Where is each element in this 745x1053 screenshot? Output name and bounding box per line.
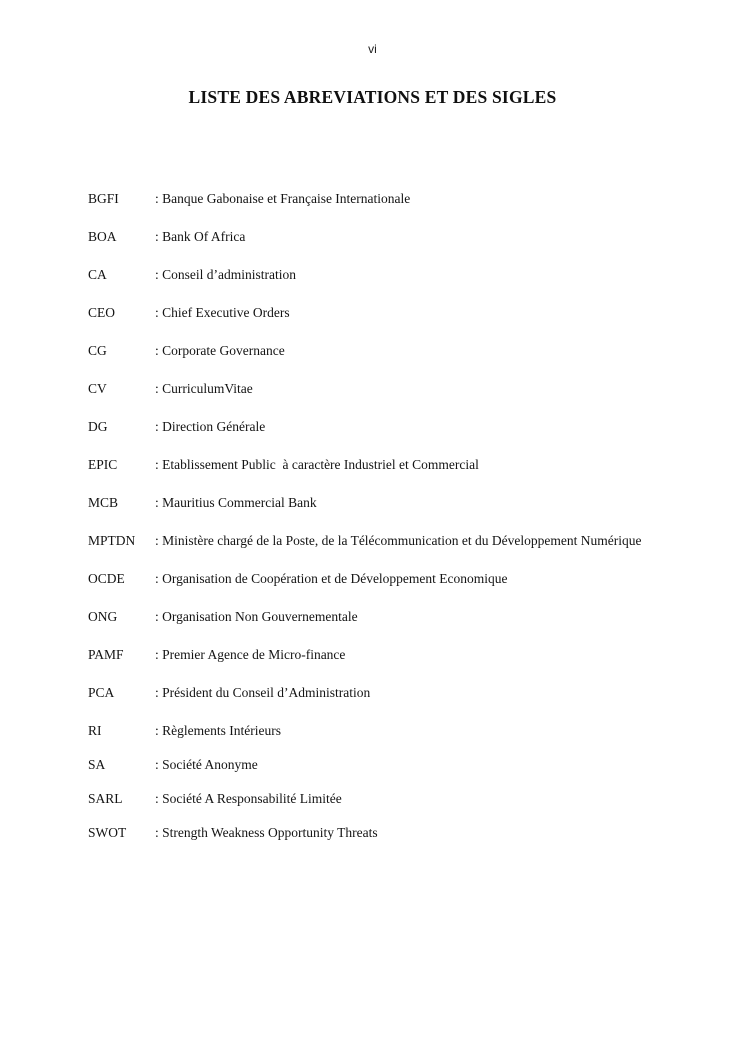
page-number: vi	[368, 42, 377, 56]
abbreviation-entry	[88, 527, 657, 554]
abbreviation-entry	[88, 603, 657, 630]
abbreviation-definition: : Chief Executive Orders	[155, 305, 290, 320]
abbreviation-entry	[88, 451, 657, 478]
abbreviation-definition: : Société Anonyme	[155, 757, 258, 772]
abbreviation-definition: : Strength Weakness Opportunity Threats	[155, 825, 378, 840]
abbreviation-entry	[88, 185, 657, 212]
abbreviation-definition: : Organisation Non Gouvernementale	[155, 609, 358, 624]
abbreviation-term: ONG	[88, 609, 118, 624]
abbreviation-entry	[88, 641, 657, 668]
abbreviation-term: CV	[88, 381, 107, 396]
abbreviation-term: SARL	[88, 791, 123, 806]
abbreviation-entry	[88, 717, 657, 744]
abbreviation-definition: : Règlements Intérieurs	[155, 723, 281, 738]
abbreviation-entry	[88, 751, 657, 778]
abbreviation-definition: : Ministère chargé de la Poste, de la Télécommunication et du Développement Numérique	[155, 533, 642, 548]
abbreviation-entry	[88, 223, 657, 250]
abbreviation-definition: : Président du Conseil d’Administration	[155, 685, 371, 700]
abbreviation-entry	[88, 819, 657, 846]
abbreviation-entry	[88, 375, 657, 402]
abbreviation-term: PCA	[88, 685, 115, 700]
abbreviation-entry	[88, 679, 657, 706]
abbreviation-entry	[88, 337, 657, 364]
abbreviation-term: RI	[88, 723, 102, 738]
abbreviation-definition: : CurriculumVitae	[155, 381, 253, 396]
abbreviation-definition: : Corporate Governance	[155, 343, 285, 358]
abbreviation-definition: : Premier Agence de Micro-finance	[155, 647, 346, 662]
abbreviation-entry	[88, 489, 657, 516]
abbreviation-term: DG	[88, 419, 108, 434]
abbreviation-entry	[88, 565, 657, 592]
abbreviation-entry	[88, 261, 657, 288]
abbreviation-entry	[88, 299, 657, 326]
abbreviation-term: SWOT	[88, 825, 127, 840]
abbreviation-term: PAMF	[88, 647, 124, 662]
abbreviation-term: OCDE	[88, 571, 125, 586]
abbreviation-definition: : Banque Gabonaise et Française Internationale	[155, 191, 411, 206]
abbreviation-definition: : Société A Responsabilité Limitée	[155, 791, 342, 806]
abbreviation-definition: : Etablissement Public à caractère Industriel et Commercial	[155, 457, 479, 472]
abbreviation-term: BOA	[88, 229, 117, 244]
page-title: LISTE DES ABREVIATIONS ET DES SIGLES	[188, 87, 557, 107]
abbreviation-list	[88, 185, 657, 846]
abbreviation-term: SA	[88, 757, 106, 772]
abbreviation-term: MCB	[88, 495, 119, 510]
abbreviation-term: MPTDN	[88, 533, 136, 548]
abbreviation-definition: : Mauritius Commercial Bank	[155, 495, 317, 510]
abbreviation-term: BGFI	[88, 191, 119, 206]
abbreviation-definition: : Direction Générale	[155, 419, 266, 434]
abbreviation-term: CA	[88, 267, 107, 282]
abbreviation-entry	[88, 785, 657, 812]
abbreviation-definition: : Organisation de Coopération et de Développement Economique	[155, 571, 508, 586]
abbreviation-definition: : Conseil d’administration	[155, 267, 296, 282]
abbreviation-term: EPIC	[88, 457, 118, 472]
abbreviation-definition: : Bank Of Africa	[155, 229, 246, 244]
abbreviation-term: CEO	[88, 305, 115, 320]
abbreviation-entry	[88, 413, 657, 440]
abbreviation-term: CG	[88, 343, 107, 358]
